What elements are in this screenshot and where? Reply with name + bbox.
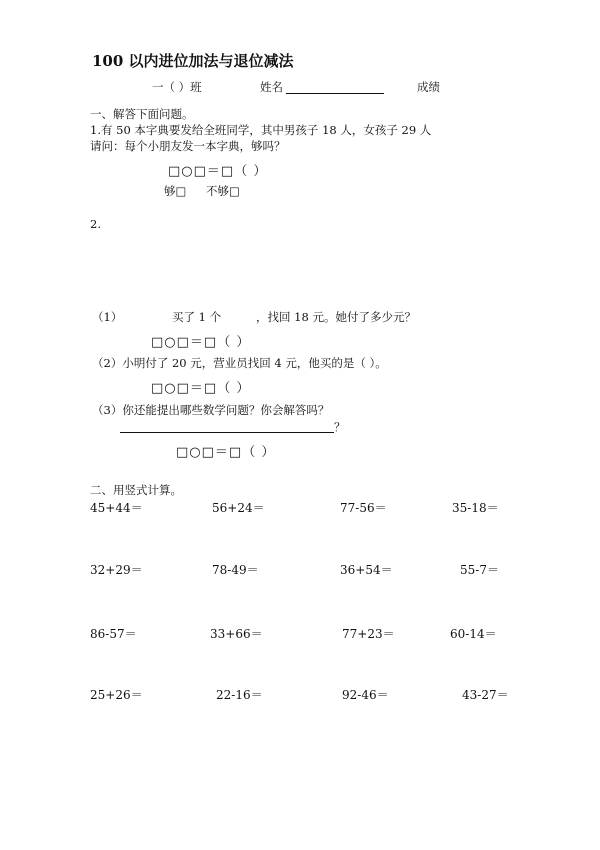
calc-item: 55-7＝	[460, 563, 499, 577]
calc-item: 60-14＝	[450, 627, 497, 641]
q1-line2: 请问：每个小朋友发一本字典，够吗？	[90, 139, 286, 153]
calc-item: 45+44＝	[90, 501, 143, 515]
calc-item: 43-27＝	[462, 688, 509, 702]
calc-item: 77-56＝	[340, 501, 387, 515]
calc-item: 36+54＝	[340, 563, 393, 577]
q2-sub1-middle: 买了 1 个	[172, 310, 222, 324]
calc-item: 33+66＝	[210, 627, 263, 641]
q1-enough-option[interactable]: 够□	[164, 184, 187, 198]
q2-sub1-suffix: ，找回 18 元。她付了多少元？	[256, 310, 416, 324]
calc-item: 25+26＝	[90, 688, 143, 702]
calc-item: 77+23＝	[342, 627, 395, 641]
calc-item: 22-16＝	[216, 688, 263, 702]
q1-expression: □○□＝□（ ）	[168, 164, 268, 179]
q2-sub2-text: （2）小明付了 20 元，营业员找回 4 元，他买的是（ ）。	[92, 356, 387, 370]
calc-item: 35-18＝	[452, 501, 499, 515]
page-title: 100 以内进位加法与退位减法	[92, 52, 294, 70]
calc-item: 56+24＝	[212, 501, 265, 515]
q2-sub2-expression: □○□＝□（ ）	[151, 381, 251, 396]
calc-item: 78-49＝	[212, 563, 259, 577]
section1-heading: 一、解答下面问题。	[90, 107, 194, 121]
calc-item: 32+29＝	[90, 563, 143, 577]
q1-line1: 1.有 50 本字典要发给全班同学，其中男孩子 18 人，女孩子 29 人	[90, 123, 432, 137]
q1-not-enough-option[interactable]: 不够□	[206, 184, 240, 198]
name-label: 姓名	[260, 80, 283, 94]
name-blank-line[interactable]	[286, 93, 384, 94]
q2-sub3-question-mark: ？	[334, 420, 346, 434]
q2-sub3-text: （3）你还能提出哪些数学问题？你会解答吗？	[92, 403, 330, 417]
calc-item: 92-46＝	[342, 688, 389, 702]
q2-sub1-prefix: （1）	[92, 310, 123, 324]
score-label: 成绩	[417, 80, 440, 94]
q2-sub3-expression: □○□＝□（ ）	[176, 445, 276, 460]
section2-heading: 二、用竖式计算。	[90, 483, 182, 497]
q2-label: 2.	[90, 217, 101, 231]
q2-sub1-expression: □○□＝□（ ）	[151, 335, 251, 350]
class-field: 一（ ）班	[152, 80, 202, 94]
q2-sub3-answer-line[interactable]	[120, 432, 334, 433]
calc-item: 86-57＝	[90, 627, 137, 641]
